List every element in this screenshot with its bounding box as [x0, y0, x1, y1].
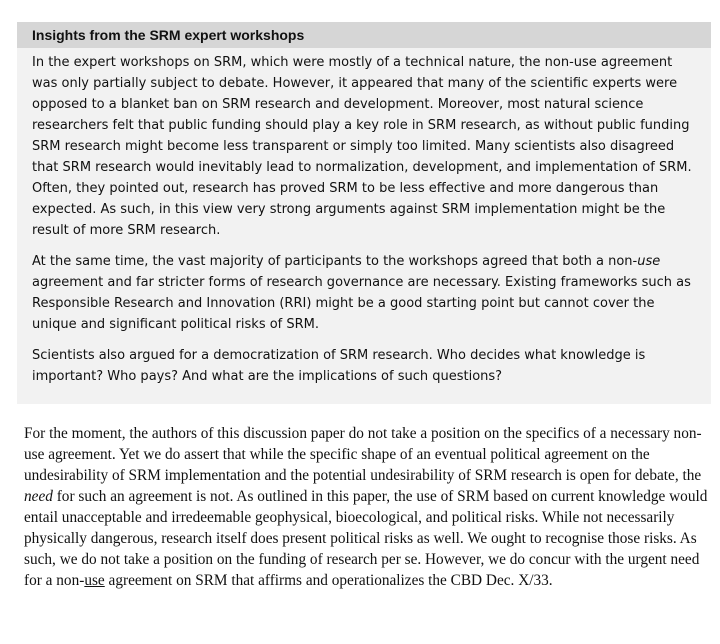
box-p2-emphasis: use [637, 254, 661, 269]
main-paragraph [24, 423, 710, 591]
workshop-insights-box [17, 22, 711, 404]
box-p2-text-a: At the same time, the vast majority of participants to the workshops agreed that both a non- [32, 254, 638, 269]
box-paragraph-3: Scientists also argued for a democratization of SRM research. Who decides what knowledge is important? Who pays? And what are the implications of such questions? [32, 348, 646, 384]
main-emphasis-need: need [24, 488, 53, 505]
main-text [24, 423, 710, 591]
box-paragraph-1: In the expert workshops on SRM, which were mostly of a technical nature, the non-use agreement was only partially subject to debate. However, it appeared that many of the scientific experts were opposed to a blanket ban on SRM research and development. Moreover, most natural science researchers felt that public funding should play a key role in SRM research, as without public funding SRM research might become less transparent or simply too limited. Many scientists also disagreed that SRM research would inevitably lead to normalization, development, and implementation of SRM. Often, they pointed out, research has proved SRM to be less effective and more dangerous than expected. As such, in this view very strong arguments against SRM implementation might be the result of more SRM research. [32, 55, 692, 238]
box-paragraph-2 [32, 251, 701, 335]
main-text-c: agreement on SRM that affirms and operationalizes the CBD Dec. X/33. [104, 572, 553, 589]
main-text-b: for such an agreement is not. As outlined in this paper, the use of SRM based on current knowledge would entail unacceptable and irredeemable geophysical, bioecological, and political risks. While not necessarily physically dangerous, research itself does present political risks as well. We ought to recognise those risks. As such, we do not take a position on the funding of research per se. However, we do concur with the urgent need for a non- [24, 488, 708, 589]
box-p2-text-b: agreement and far stricter forms of research governance are necessary. Existing frameworks such as Responsible Research and Innovation (RRI) might be a good starting point but cannot cover the unique and significant political risks of SRM. [32, 275, 691, 332]
box-body [17, 48, 711, 387]
box-title: Insights from the SRM expert workshops [17, 22, 711, 48]
main-underline-use: use [84, 572, 105, 589]
main-text-a: For the moment, the authors of this discussion paper do not take a position on the specifics of a necessary non-use agreement. Yet we do assert that while the specific shape of an eventual political agreement on the undesirability of SRM implementation and the potential undesirability of SRM research is open for debate, the [24, 425, 702, 484]
